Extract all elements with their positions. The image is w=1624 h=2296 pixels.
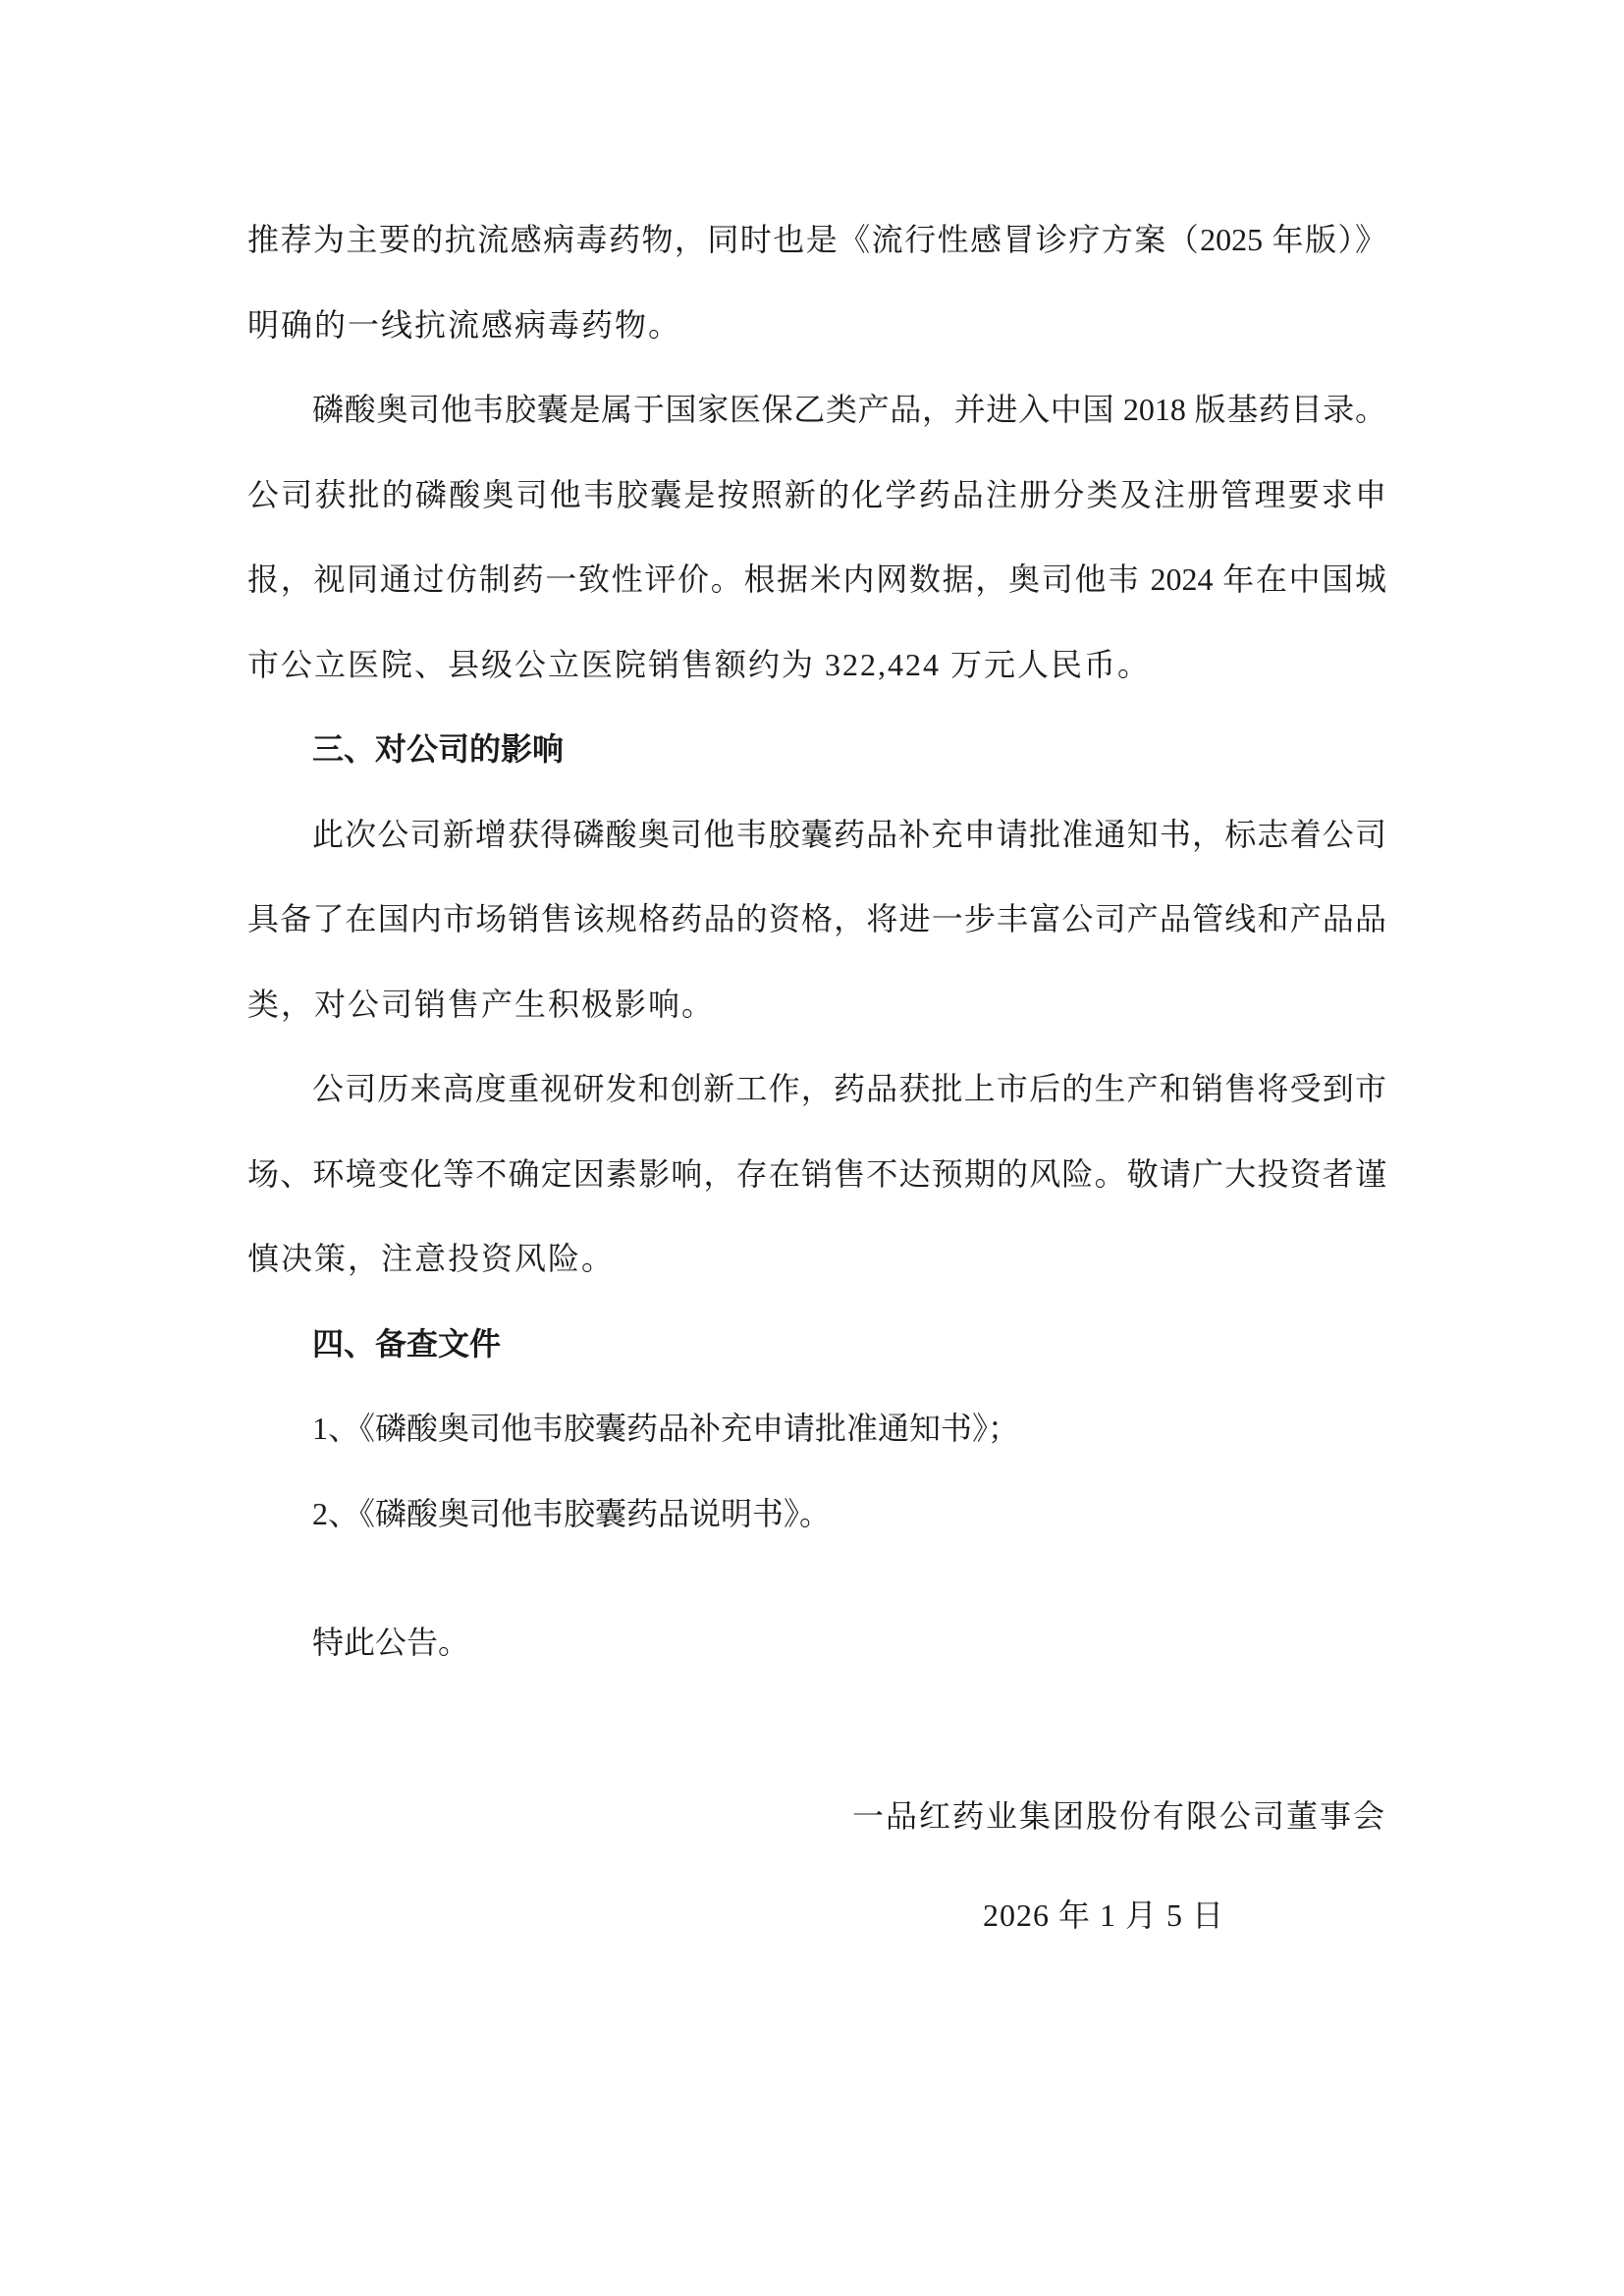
signature-company: 一品红药业集团股份有限公司董事会 [851, 1797, 1386, 1834]
body-line: 类，对公司销售产生积极影响。 [247, 986, 716, 1022]
closing-statement: 特此公告。 [312, 1625, 470, 1660]
body-line: 公司历来高度重视研发和创新工作，药品获批上市后的生产和销售将受到市 [312, 1071, 1386, 1106]
section-heading-4: 四、备查文件 [312, 1325, 502, 1362]
reference-doc-item-2: 2、《磷酸奥司他韦胶囊药品说明书》。 [312, 1495, 832, 1531]
body-line: 具备了在国内市场销售该规格药品的资格，将进一步丰富公司产品管线和产品品 [247, 901, 1386, 936]
section-heading-3: 三、对公司的影响 [312, 731, 565, 767]
reference-doc-item-1: 1、《磷酸奥司他韦胶囊药品补充申请批准通知书》； [312, 1411, 1020, 1446]
body-line: 磷酸奥司他韦胶囊是属于国家医保乙类产品，并进入中国 2018 版基药目录。 [312, 392, 1386, 427]
body-line: 场、环境变化等不确定因素影响，存在销售不达预期的风险。敬请广大投资者谨 [247, 1155, 1386, 1192]
body-line: 此次公司新增获得磷酸奥司他韦胶囊药品补充申请批准通知书，标志着公司 [312, 816, 1386, 852]
signature-date: 2026 年 1 月 5 日 [982, 1897, 1224, 1933]
body-line: 推荐为主要的抗流感病毒药物，同时也是《流行性感冒诊疗方案（2025 年版）》 [247, 222, 1386, 257]
body-line: 市公立医院、县级公立医院销售额约为 322,424 万元人民币。 [247, 646, 1152, 682]
body-line: 明确的一线抗流感病毒药物。 [247, 306, 682, 343]
body-line: 公司获批的磷酸奥司他韦胶囊是按照新的化学药品注册分类及注册管理要求申 [247, 476, 1386, 512]
body-line: 报，视同通过仿制药一致性评价。根据米内网数据，奥司他韦 2024 年在中国城 [247, 561, 1386, 597]
document-body [247, 197, 1386, 1958]
body-line: 慎决策，注意投资风险。 [247, 1241, 616, 1276]
signature-block [247, 1774, 1386, 1958]
